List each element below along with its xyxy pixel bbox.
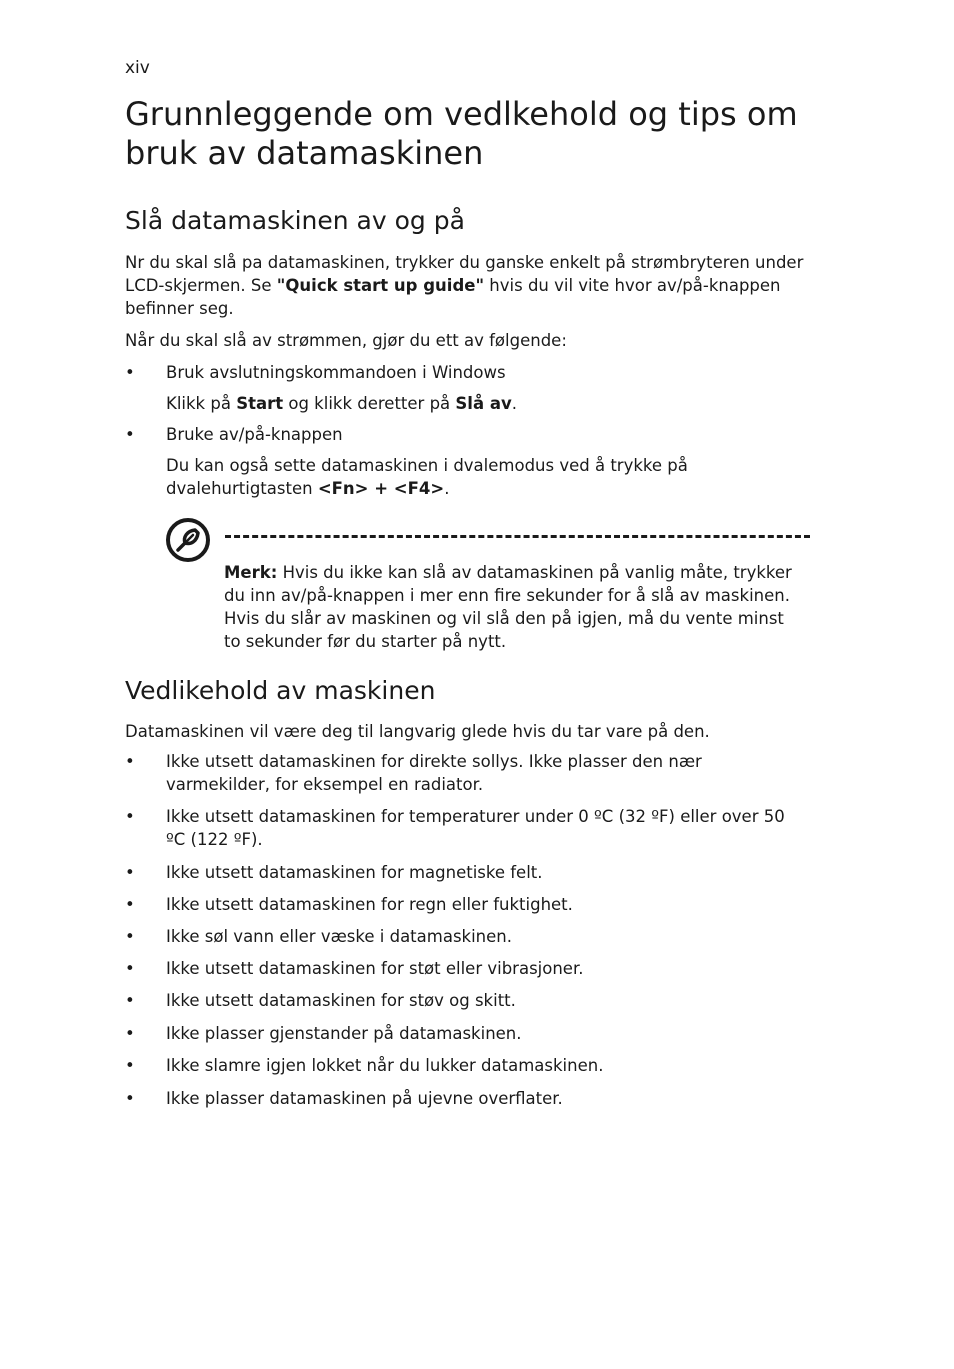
maintenance-intro: Datamaskinen vil være deg til langvarig glede hvis du tar vare på den. — [125, 722, 710, 741]
power-intro-paragraph — [125, 251, 805, 320]
note-label: Merk: — [224, 563, 278, 582]
list-item-text: Ikke søl vann eller væske i datamaskinen. — [166, 927, 512, 946]
bullet-icon: • — [125, 863, 135, 882]
list-item-text: Ikke utsett datamaskinen for temperaturer under 0 ºC (32 ºF) eller over 50 ºC (122 ºF). — [166, 807, 785, 849]
text-fragment: Hvis du ikke kan slå av datamaskinen på vanlig måte, trykker du inn av/på-knappen i mer enn fire sekunder for å slå av maskinen. Hvis du slår av maskinen og vil slå den på igjen, må du vente minst to sekunder før du starter på nytt. — [224, 563, 792, 651]
list-item-text: Ikke utsett datamaskinen for magnetiske felt. — [166, 863, 543, 882]
power-off-intro: Når du skal slå av strømmen, gjør du ett av følgende: — [125, 331, 567, 350]
note-icon — [165, 517, 211, 563]
list-item-subtext — [166, 392, 786, 415]
list-item-subtext — [166, 454, 786, 500]
list-item-text: Bruk avslutningskommandoen i Windows — [166, 363, 506, 382]
list-item-text: Bruke av/på-knappen — [166, 425, 343, 444]
text-fragment: hvis du vil vite hvor av/på-knappen befinner seg. — [125, 276, 781, 318]
text-fragment: Nr du skal slå pa datamaskinen, trykker du ganske enkelt på strømbryteren under LCD-skjermen. Se — [125, 253, 804, 295]
list-item-text: Ikke utsett datamaskinen for støv og skitt. — [166, 991, 516, 1010]
text-fragment: og klikk deretter på — [283, 394, 456, 413]
shutdown-label: Slå av — [455, 394, 512, 413]
list-item-text: Ikke utsett datamaskinen for støt eller vibrasjoner. — [166, 959, 584, 978]
bullet-icon: • — [125, 1024, 135, 1043]
list-item-text: Ikke plasser gjenstander på datamaskinen. — [166, 1024, 522, 1043]
bullet-icon: • — [125, 807, 135, 826]
page-title: Grunnleggende om vedlkehold og tips om bruk av datamaskinen — [125, 95, 798, 172]
page-number: xiv — [125, 58, 150, 78]
hotkey-label: <Fn> + <F4> — [317, 479, 445, 498]
list-item-text: Ikke slamre igjen lokket når du lukker datamaskinen. — [166, 1056, 604, 1075]
list-item-text: Ikke utsett datamaskinen for direkte sollys. Ikke plasser den nær varmekilder, for eksempel en radiator. — [166, 752, 702, 794]
bullet-icon: • — [125, 1056, 135, 1075]
bullet-icon: • — [125, 895, 135, 914]
bullet-icon: • — [125, 1089, 135, 1108]
start-label: Start — [236, 394, 284, 413]
list-item-text: Ikke plasser datamaskinen på ujevne overflater. — [166, 1089, 563, 1108]
text-fragment: . — [444, 479, 450, 498]
bullet-icon: • — [125, 752, 135, 771]
bullet-icon: • — [125, 425, 135, 444]
bullet-icon: • — [125, 959, 135, 978]
text-fragment: Du kan også sette datamaskinen i dvalemodus ved å trykke på dvalehurtigtasten — [166, 456, 688, 498]
text-fragment: . — [511, 394, 517, 413]
section-heading-maintenance: Vedlikehold av maskinen — [125, 676, 436, 705]
guide-reference: "Quick start up guide" — [276, 276, 485, 295]
text-fragment: Klikk på — [166, 394, 237, 413]
section-heading-power: Slå datamaskinen av og på — [125, 206, 465, 235]
note-text — [224, 561, 799, 653]
bullet-icon: • — [125, 363, 135, 382]
note-divider — [225, 535, 810, 538]
bullet-icon: • — [125, 991, 135, 1010]
bullet-icon: • — [125, 927, 135, 946]
list-item-text: Ikke utsett datamaskinen for regn eller fuktighet. — [166, 895, 573, 914]
